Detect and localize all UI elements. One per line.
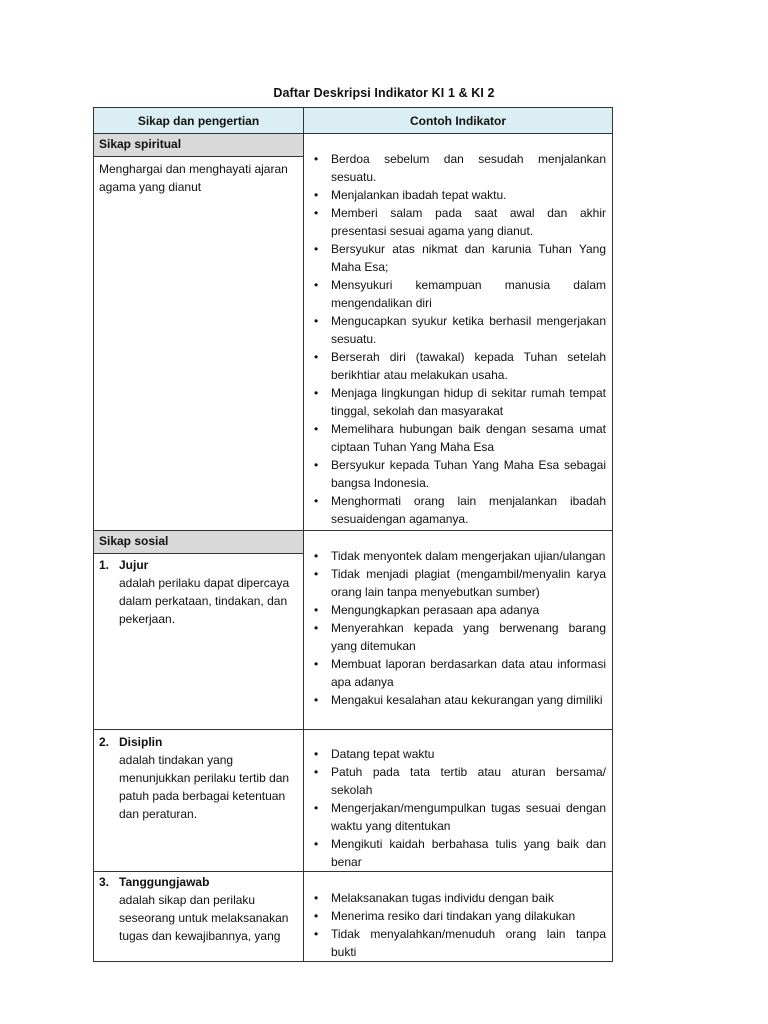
- item-number: 2.: [99, 735, 110, 749]
- list-item: • Bersyukur atas nikmat dan karunia Tuhan Yang Maha Esa;: [314, 242, 606, 274]
- spiritual-description: Menghargai dan menghayati ajaran agama yang dianut: [99, 162, 288, 194]
- item-name: Jujur: [119, 558, 149, 572]
- social-item-jujur: [99, 556, 299, 628]
- list-item: • Melaksanakan tugas individu dengan baik: [314, 891, 554, 905]
- item-number: 3.: [99, 875, 110, 889]
- list-item: • Mengikuti kaidah berbahasa tulis yang baik dan benar: [314, 837, 606, 869]
- table-row-tanggungjawab: [94, 872, 613, 962]
- cell-tanggungjawab-indicators: [304, 872, 613, 962]
- list-item: • Mengucapkan syukur ketika berhasil mengerjakan sesuatu.: [314, 314, 606, 346]
- list-item: • Memberi salam pada saat awal dan akhir presentasi sesuai agama yang dianut.: [314, 206, 606, 238]
- item-number: 1.: [99, 558, 110, 572]
- cell-jujur-indicators: [304, 531, 613, 730]
- indicator-list-disiplin: [304, 730, 606, 871]
- social-item-disiplin: [99, 733, 299, 823]
- table-row-spiritual: [94, 134, 613, 531]
- list-item: • Mengakui kesalahan atau kekurangan yang dimiliki: [314, 693, 603, 707]
- indicator-list-jujur: [304, 531, 606, 709]
- table-row-disiplin: [94, 730, 613, 872]
- cell-spiritual-indicators: [304, 134, 613, 531]
- indicator-table: [93, 107, 613, 962]
- indicator-list-tanggungjawab: [304, 872, 606, 961]
- item-name: Disiplin: [119, 735, 163, 749]
- category-label-spiritual: Sikap spiritual: [94, 134, 303, 157]
- list-item: • Menghormati orang lain menjalankan ibadah sesuaidengan agamanya.: [314, 494, 606, 526]
- item-description: adalah perilaku dapat dipercaya dalam perkataan, tindakan, dan pekerjaan.: [119, 576, 290, 626]
- list-item: • Tidak menyontek dalam mengerjakan ujian/ulangan: [314, 549, 606, 563]
- list-item: • Tidak menjadi plagiat (mengambil/menyalin karya orang lain tanpa menyebutkan sumber): [314, 567, 606, 599]
- social-item-tanggungjawab: [99, 873, 299, 945]
- table-row-jujur: [94, 531, 613, 730]
- list-item: • Bersyukur kepada Tuhan Yang Maha Esa sebagai bangsa Indonesia.: [314, 458, 606, 490]
- list-item: • Berserah diri (tawakal) kepada Tuhan setelah berikhtiar atau melakukan usaha.: [314, 350, 606, 382]
- list-item: • Menerima resiko dari tindakan yang dilakukan: [314, 909, 576, 923]
- list-item: • Mengungkapkan perasaan apa adanya: [314, 603, 540, 617]
- cell-disiplin-indicators: [304, 730, 613, 872]
- list-item: • Mengerjakan/mengumpulkan tugas sesuai dengan waktu yang ditentukan: [314, 801, 606, 833]
- item-description: adalah tindakan yang menunjukkan perilaku tertib dan patuh pada berbagai ketentuan dan peraturan.: [119, 753, 290, 821]
- list-item: • Patuh pada tata tertib atau aturan bersama/ sekolah: [314, 765, 606, 797]
- item-name: Tanggungjawab: [119, 875, 210, 889]
- list-item: • Berdoa sebelum dan sesudah menjalankan sesuatu.: [314, 152, 606, 184]
- list-item: • Menjaga lingkungan hidup di sekitar rumah tempat tinggal, sekolah dan masyarakat: [314, 386, 606, 418]
- cell-spiritual-description: [94, 134, 304, 531]
- list-item: • Mensyukuri kemampuan manusia dalam mengendalikan diri: [314, 278, 606, 310]
- cell-tanggungjawab-description: [94, 872, 304, 962]
- list-item: • Tidak menyalahkan/menuduh orang lain tanpa bukti: [314, 927, 606, 959]
- header-sikap-dan-pengertian: Sikap dan pengertian: [94, 108, 304, 134]
- cell-jujur-description: [94, 531, 304, 730]
- list-item: • Datang tepat waktu: [314, 747, 435, 761]
- list-item: • Menyerahkan kepada yang berwenang barang yang ditemukan: [314, 621, 606, 653]
- list-item: • Membuat laporan berdasarkan data atau informasi apa adanya: [314, 657, 606, 689]
- document-title: Daftar Deskripsi Indikator KI 1 & KI 2: [273, 86, 495, 100]
- table-header-row: [94, 108, 613, 134]
- item-description: adalah sikap dan perilaku seseorang untuk melaksanakan tugas dan kewajibannya, yang: [119, 893, 289, 943]
- category-label-social: Sikap sosial: [94, 531, 303, 554]
- indicator-list-spiritual: [304, 134, 606, 528]
- header-contoh-indikator: Contoh Indikator: [304, 108, 613, 134]
- list-item: • Memelihara hubungan baik dengan sesama umat ciptaan Tuhan Yang Maha Esa: [314, 422, 606, 454]
- list-item: • Menjalankan ibadah tepat waktu.: [314, 188, 507, 202]
- cell-disiplin-description: [94, 730, 304, 872]
